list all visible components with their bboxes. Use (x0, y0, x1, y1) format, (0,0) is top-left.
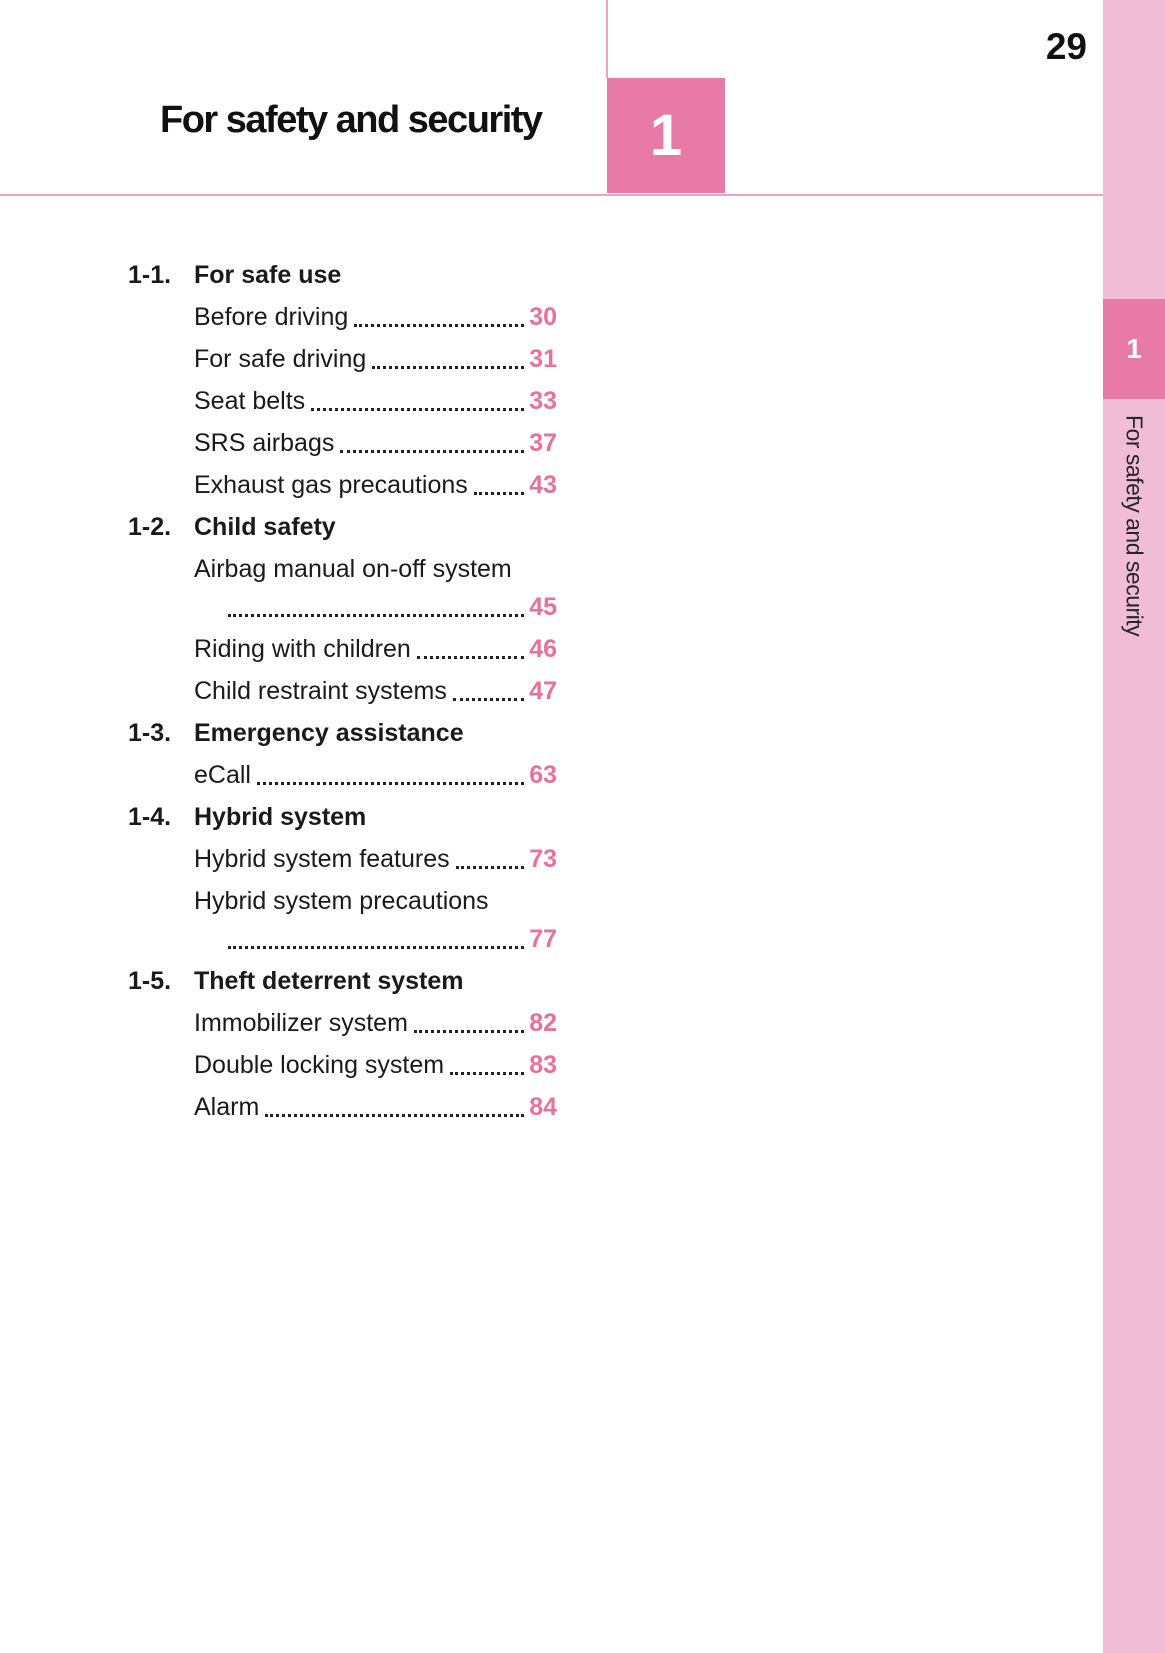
toc-section-header (128, 500, 557, 542)
toc-entry-page: 63 (529, 761, 557, 789)
toc (128, 248, 557, 1122)
toc-entry (128, 622, 557, 664)
toc-entry-page: 45 (529, 593, 557, 621)
toc-section-header (128, 954, 557, 996)
toc-leader-dots (372, 366, 524, 369)
toc-entry-label: Exhaust gas precautions (194, 471, 468, 499)
toc-entry-label: Hybrid system features (194, 845, 450, 873)
toc-leader-dots (354, 324, 524, 327)
sidebar-label-wrap (1103, 415, 1165, 636)
toc-section-header (128, 790, 557, 832)
toc-section-header (128, 248, 557, 290)
toc-entry-label: Alarm (194, 1093, 260, 1121)
toc-entry-label: Hybrid system precautions (194, 887, 489, 915)
toc-leader-dots (228, 946, 524, 949)
chapter-divider-line (606, 0, 608, 78)
header-rule (0, 194, 1103, 196)
toc-entry (128, 290, 557, 332)
toc-entry (128, 748, 557, 790)
toc-leader-dots (311, 408, 524, 411)
toc-section-number: 1-3. (128, 719, 172, 747)
toc-entry-page: 83 (529, 1051, 557, 1079)
toc-leader-dots (417, 656, 524, 659)
toc-entry-label: eCall (194, 761, 251, 789)
toc-entry (128, 1080, 557, 1122)
toc-entry-label: Immobilizer system (194, 1009, 408, 1037)
toc-entry-label: Airbag manual on-off system (194, 555, 512, 583)
sidebar-chapter-label: For safety and security (1121, 415, 1148, 637)
toc-entry (128, 996, 557, 1038)
toc-entry (128, 664, 557, 706)
toc-section-title: Emergency assistance (194, 719, 464, 747)
chapter-number-box (607, 78, 725, 193)
toc-section-title: Hybrid system (194, 803, 367, 831)
toc-section-title: For safe use (194, 261, 342, 289)
toc-entry-page: 84 (529, 1093, 557, 1121)
toc-entry-label: Before driving (194, 303, 349, 331)
sidebar-strip (1103, 0, 1165, 1653)
toc-entry (128, 416, 557, 458)
toc-entry-page: 37 (529, 429, 557, 457)
chapter-number: 1 (649, 103, 683, 168)
chapter-title: For safety and security (160, 99, 542, 141)
toc-entry (128, 374, 557, 416)
toc-section-header (128, 706, 557, 748)
toc-leader-dots (265, 1114, 524, 1117)
toc-section-title: Theft deterrent system (194, 967, 464, 995)
toc-entry-page: 46 (529, 635, 557, 663)
toc-entry (128, 1038, 557, 1080)
toc-entry-page: 31 (529, 345, 557, 373)
toc-entry (128, 458, 557, 500)
toc-entry-page: 30 (529, 303, 557, 331)
toc-leader-dots (228, 614, 524, 617)
toc-section-number: 1-1. (128, 261, 172, 289)
page-number: 29 (1045, 26, 1087, 67)
toc-entry-label: Riding with children (194, 635, 411, 663)
toc-leader-dots (414, 1030, 524, 1033)
toc-entry-page: 77 (529, 925, 557, 953)
toc-entry (128, 332, 557, 374)
toc-entry-label: Seat belts (194, 387, 306, 415)
toc-entry-page: 73 (529, 845, 557, 873)
toc-leader-dots (474, 492, 524, 495)
toc-entry-label: SRS airbags (194, 429, 335, 457)
toc-section-number: 1-2. (128, 513, 172, 541)
toc-leader-dots (450, 1072, 524, 1075)
sidebar-tab-number: 1 (1126, 333, 1142, 364)
toc-leader-dots (257, 782, 524, 785)
toc-entry-page: 43 (529, 471, 557, 499)
toc-entry-label: Child restraint systems (194, 677, 447, 705)
toc-entry (128, 542, 557, 584)
toc-leader-dots (340, 450, 524, 453)
toc-section-title: Child safety (194, 513, 336, 541)
toc-section-number: 1-5. (128, 967, 172, 995)
toc-entry-label: Double locking system (194, 1051, 445, 1079)
toc-entry-continuation (128, 916, 557, 954)
toc-leader-dots (453, 698, 524, 701)
toc-entry-page: 82 (529, 1009, 557, 1037)
toc-leader-dots (456, 866, 525, 869)
toc-entry-page: 33 (529, 387, 557, 415)
toc-entry (128, 832, 557, 874)
toc-entry-page: 47 (529, 677, 557, 705)
toc-entry-continuation (128, 584, 557, 622)
toc-entry (128, 874, 557, 916)
sidebar-chapter-tab (1103, 299, 1165, 399)
toc-section-number: 1-4. (128, 803, 172, 831)
toc-entry-label: For safe driving (194, 345, 367, 373)
